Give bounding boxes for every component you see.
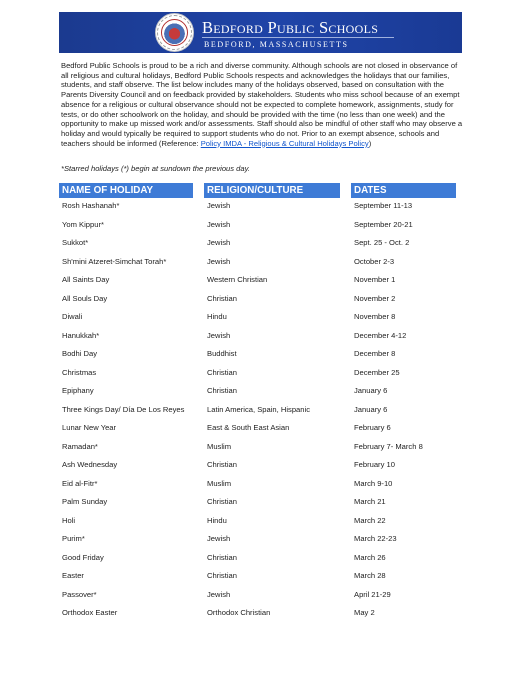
holiday-dates: February 6 <box>354 423 391 432</box>
holiday-name: Sh'mini Atzeret-Simchat Torah* <box>62 256 167 266</box>
starred-note: *Starred holidays (*) begin at sundown the previous day. <box>61 164 250 173</box>
holiday-name: Ash Wednesday <box>62 460 118 469</box>
table-row <box>0 514 520 533</box>
table-row <box>0 255 520 274</box>
holiday-dates: December 4-12 <box>354 330 407 340</box>
table-row <box>0 532 520 551</box>
holiday-name: Orthodox Easter <box>62 608 118 617</box>
holiday-name: Sukkot* <box>62 238 89 247</box>
holiday-religion: Jewish <box>207 256 231 266</box>
column-header-religion: RELIGION/CULTURE <box>204 183 340 198</box>
table-row <box>0 347 520 366</box>
holiday-name: Ramadan* <box>62 441 98 451</box>
holiday-religion: Orthodox Christian <box>207 608 271 617</box>
holiday-dates: March 28 <box>354 571 386 580</box>
holiday-name: Easter <box>62 571 84 580</box>
holiday-dates: May 2 <box>354 608 375 617</box>
table-row <box>0 273 520 292</box>
banner-divider <box>202 37 394 38</box>
holiday-religion: Christian <box>207 293 237 303</box>
holiday-name: Three Kings Day/ Día De Los Reyes <box>62 404 185 414</box>
intro-text: Bedford Public Schools is proud to be a rich and diverse community. Although schools are not closed in observance of all religious and cultural holidays, Bedford Public Schools respects and acknowledges the holidays that our families, students, and staff observe. The list below includes many of the holidays observed, based on consultation with the Parents Diversity Council and on feedback provided by stakeholders. Students who miss school because of an exempt absence for a religious or cultural observance should not be expected to complete homework, assignments, study for tests, or do other schoolwork on the holiday, and should be provided with the time (no less than one week) and the opportunity to make up missed work and/or assessments. Staff should also be mindful of other staff who may observe a holiday and would typically be required to support students who do not. Prior to an exempt absence, schools and teachers should be informed (Reference: <box>61 61 463 148</box>
holiday-dates: September 11-13 <box>354 201 413 210</box>
holiday-dates: March 22-23 <box>354 534 397 543</box>
holiday-name: Bodhi Day <box>62 349 98 358</box>
holiday-name: Palm Sunday <box>62 497 108 506</box>
holiday-religion: Christian <box>207 497 237 506</box>
table-row <box>0 606 520 625</box>
holiday-dates: March 9-10 <box>354 478 393 488</box>
column-header-dates: DATES <box>351 183 456 198</box>
holiday-dates: November 1 <box>354 275 396 284</box>
holiday-dates: Sept. 25 - Oct. 2 <box>354 238 410 247</box>
intro-paragraph <box>61 61 463 148</box>
holiday-religion: Jewish <box>207 330 231 340</box>
holiday-name: Good Friday <box>62 552 104 562</box>
table-row <box>0 477 520 496</box>
holiday-religion: Christian <box>207 367 237 377</box>
holiday-religion: Jewish <box>207 219 231 229</box>
column-header-holiday: NAME OF HOLIDAY <box>59 183 193 198</box>
policy-link[interactable]: Policy IMDA - Religious & Cultural Holidays Policy <box>200 138 369 148</box>
table-row <box>0 199 520 218</box>
table-row <box>0 495 520 514</box>
intro-closing: ) <box>368 138 372 148</box>
holiday-name: Rosh Hashanah* <box>62 201 120 210</box>
table-row <box>0 421 520 440</box>
table-row <box>0 292 520 311</box>
seal-emblem <box>161 19 188 46</box>
holiday-table <box>0 199 520 625</box>
holiday-dates: September 20-21 <box>354 219 413 229</box>
holiday-name: Christmas <box>62 367 97 377</box>
holiday-dates: March 22 <box>354 515 386 525</box>
school-seal-icon <box>155 13 194 52</box>
school-name: Bedford Public Schools <box>202 18 379 37</box>
holiday-religion: Muslim <box>207 441 232 451</box>
holiday-dates: March 26 <box>354 552 386 562</box>
table-row <box>0 551 520 570</box>
holiday-religion: Latin America, Spain, Hispanic <box>207 404 310 414</box>
holiday-name: Epiphany <box>62 386 94 395</box>
holiday-name: Hanukkah* <box>62 330 100 340</box>
holiday-name: All Saints Day <box>62 275 110 284</box>
header-banner <box>59 12 462 53</box>
holiday-name: Lunar New Year <box>62 423 117 432</box>
holiday-dates: December 25 <box>354 367 400 377</box>
holiday-dates: November 8 <box>354 312 396 321</box>
table-row <box>0 403 520 422</box>
table-row <box>0 458 520 477</box>
holiday-religion: Jewish <box>207 238 231 247</box>
holiday-religion: Muslim <box>207 478 232 488</box>
holiday-religion: Christian <box>207 571 237 580</box>
holiday-dates: November 2 <box>354 293 396 303</box>
holiday-religion: Hindu <box>207 515 227 525</box>
table-row <box>0 384 520 403</box>
holiday-name: Yom Kippur* <box>62 219 104 229</box>
holiday-name: All Souls Day <box>62 293 108 303</box>
table-row <box>0 236 520 255</box>
holiday-religion: Jewish <box>207 201 231 210</box>
holiday-dates: March 21 <box>354 497 386 506</box>
holiday-dates: April 21-29 <box>354 589 391 599</box>
holiday-name: Purim* <box>62 534 85 543</box>
holiday-dates: January 6 <box>354 404 388 414</box>
table-row <box>0 569 520 588</box>
holiday-dates: October 2-3 <box>354 256 395 266</box>
table-row <box>0 366 520 385</box>
holiday-dates: December 8 <box>354 349 396 358</box>
table-row <box>0 310 520 329</box>
holiday-religion: Christian <box>207 460 237 469</box>
holiday-religion: Christian <box>207 552 237 562</box>
table-row <box>0 588 520 607</box>
holiday-name: Diwali <box>62 312 83 321</box>
table-row <box>0 440 520 459</box>
holiday-religion: Christian <box>207 386 237 395</box>
holiday-religion: Buddhist <box>207 349 237 358</box>
table-row <box>0 329 520 348</box>
school-location: BEDFORD, MASSACHUSETTS <box>204 40 349 49</box>
holiday-name: Eid al-Fitr* <box>62 478 98 488</box>
holiday-religion: Western Christian <box>207 275 268 284</box>
holiday-religion: Jewish <box>207 534 231 543</box>
table-row <box>0 218 520 237</box>
holiday-dates: February 7- March 8 <box>354 441 423 451</box>
holiday-religion: Jewish <box>207 589 231 599</box>
holiday-religion: East & South East Asian <box>207 423 290 432</box>
holiday-religion: Hindu <box>207 312 227 321</box>
holiday-name: Holi <box>62 515 76 525</box>
holiday-name: Passover* <box>62 589 97 599</box>
holiday-dates: February 10 <box>354 460 395 469</box>
holiday-dates: January 6 <box>354 386 388 395</box>
